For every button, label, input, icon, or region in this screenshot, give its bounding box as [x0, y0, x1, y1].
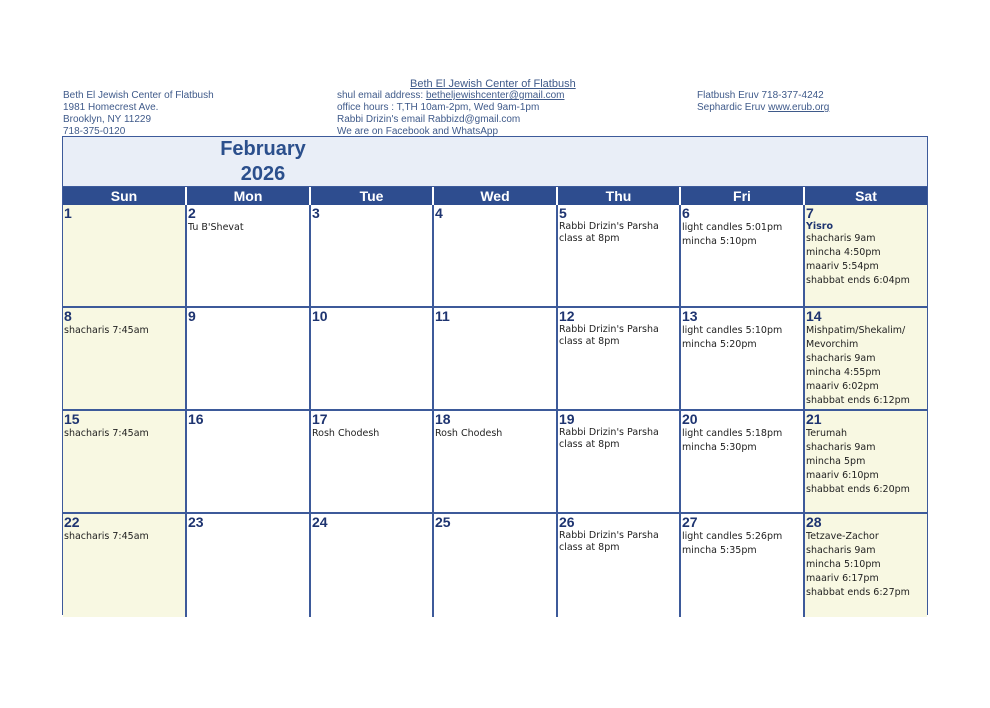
event-text: maariv 5:54pm	[806, 261, 879, 272]
city-state-zip: Brooklyn, NY 11229	[63, 114, 152, 125]
calendar	[62, 136, 928, 615]
day-cell[interactable]	[558, 205, 681, 308]
day-cell[interactable]	[187, 205, 311, 308]
day-number: 20	[682, 411, 698, 427]
day-cell[interactable]	[681, 205, 805, 308]
month-name: February	[220, 138, 306, 160]
dow-sat: Sat	[805, 187, 927, 205]
day-number: 26	[559, 514, 575, 530]
event-text: class at 8pm	[559, 541, 620, 553]
event-text: Terumah	[806, 428, 848, 439]
day-cell[interactable]	[434, 205, 558, 308]
eruv-phone: Flatbush Eruv 718-377-4242	[697, 90, 824, 101]
day-number: 18	[435, 411, 451, 427]
event-text: mincha 5:10pm	[682, 236, 757, 247]
rabbi-email: Rabbi Drizin's email Rabbizd@gmail.com	[337, 114, 521, 125]
event-text: light candles 5:18pm	[682, 428, 783, 439]
day-number: 21	[806, 411, 822, 427]
day-cell[interactable]	[805, 205, 927, 308]
calendar-weeks	[63, 205, 927, 617]
day-number: 22	[64, 514, 80, 530]
day-cell[interactable]	[63, 205, 187, 308]
event-text: maariv 6:02pm	[806, 381, 879, 392]
day-cell[interactable]	[187, 411, 311, 514]
event-text: Rabbi Drizin's Parsha	[559, 530, 659, 541]
dow-mon: Mon	[187, 187, 311, 205]
day-number: 10	[312, 308, 328, 324]
dow-fri: Fri	[681, 187, 805, 205]
day-cell[interactable]	[63, 308, 187, 411]
dow-tue: Tue	[311, 187, 434, 205]
event-text: Rabbi Drizin's Parsha	[559, 427, 659, 438]
day-number: 28	[806, 514, 822, 530]
event-text: mincha 5:10pm	[806, 559, 881, 570]
dow-thu: Thu	[558, 187, 681, 205]
event-text: light candles 5:10pm	[682, 325, 783, 336]
dow-sun: Sun	[63, 187, 187, 205]
email-line	[337, 90, 564, 102]
phone-number: 718-375-0120	[63, 126, 126, 137]
event-text: Rosh Chodesh	[312, 428, 380, 439]
header-center-title[interactable]: Beth El Jewish Center of Flatbush	[410, 78, 576, 90]
event-text: Tu B'Shevat	[188, 222, 244, 233]
event-text: mincha 5:20pm	[682, 339, 757, 350]
event-text: mincha 5:35pm	[682, 545, 757, 556]
day-cell[interactable]	[311, 514, 434, 617]
day-number: 13	[682, 308, 698, 324]
event-text: mincha 5pm	[806, 456, 866, 467]
day-number: 2	[188, 205, 196, 221]
event-text: shabbat ends 6:04pm	[806, 275, 910, 286]
day-number: 11	[435, 308, 450, 324]
header-center-info	[337, 90, 564, 138]
calendar-week	[63, 411, 927, 514]
event-text: maariv 6:10pm	[806, 470, 879, 481]
parsha-name: Yisro	[806, 221, 834, 232]
event-text: shacharis 9am	[806, 353, 876, 364]
event-text: Mevorchim	[806, 339, 859, 350]
org-name: Beth El Jewish Center of Flatbush	[63, 90, 214, 101]
day-cell[interactable]	[681, 308, 805, 411]
month-year: 2026	[240, 163, 286, 185]
day-cell[interactable]	[187, 514, 311, 617]
event-text: light candles 5:26pm	[682, 531, 783, 542]
event-text: shacharis 7:45am	[64, 531, 149, 542]
day-number: 23	[188, 514, 204, 530]
day-cell[interactable]	[311, 308, 434, 411]
days-of-week-header	[63, 187, 927, 205]
day-cell[interactable]	[311, 205, 434, 308]
event-text: shacharis 7:45am	[64, 325, 149, 336]
day-number: 4	[435, 205, 443, 221]
event-text: mincha 4:55pm	[806, 367, 881, 378]
day-number: 24	[312, 514, 328, 530]
sephardic-eruv-line	[697, 102, 829, 114]
event-text: class at 8pm	[559, 335, 620, 347]
day-cell[interactable]	[434, 308, 558, 411]
event-text: mincha 5:30pm	[682, 442, 757, 453]
eruv-website-link[interactable]: www.erub.org	[768, 102, 830, 113]
day-cell[interactable]	[558, 411, 681, 514]
event-text: Mishpatim/Shekalim/	[806, 325, 906, 336]
event-text: shacharis 7:45am	[64, 428, 149, 439]
header-right-info	[697, 90, 829, 114]
day-number: 17	[312, 411, 328, 427]
day-number: 27	[682, 514, 698, 530]
day-cell[interactable]	[558, 514, 681, 617]
event-text: Tetzave-Zachor	[806, 531, 879, 542]
month-title	[205, 137, 321, 187]
event-text: shacharis 9am	[806, 442, 876, 453]
day-number: 16	[188, 411, 204, 427]
day-number: 14	[806, 308, 822, 324]
day-number: 3	[312, 205, 320, 221]
social-note: We are on Facebook and WhatsApp	[337, 126, 499, 137]
day-number: 19	[559, 411, 575, 427]
event-text: Rosh Chodesh	[435, 428, 503, 439]
office-hours: office hours : T,TH 10am-2pm, Wed 9am-1pm	[337, 102, 540, 113]
calendar-title-band	[63, 137, 927, 187]
day-cell[interactable]	[805, 514, 927, 617]
calendar-week	[63, 514, 927, 617]
event-text: light candles 5:01pm	[682, 222, 783, 233]
dow-wed: Wed	[434, 187, 558, 205]
day-cell[interactable]	[434, 411, 558, 514]
header-left-info	[63, 90, 214, 138]
event-text: shacharis 9am	[806, 545, 876, 556]
day-cell[interactable]	[63, 514, 187, 617]
day-cell[interactable]	[187, 308, 311, 411]
day-number: 7	[806, 205, 814, 221]
calendar-week	[63, 205, 927, 308]
day-cell[interactable]	[311, 411, 434, 514]
day-number: 5	[559, 205, 567, 221]
day-number: 9	[188, 308, 196, 324]
day-number: 25	[435, 514, 451, 530]
day-cell[interactable]	[681, 411, 805, 514]
day-cell[interactable]	[681, 514, 805, 617]
event-text: class at 8pm	[559, 232, 620, 244]
event-text: shabbat ends 6:20pm	[806, 484, 910, 495]
day-number: 8	[64, 308, 72, 324]
event-text: shabbat ends 6:12pm	[806, 395, 910, 406]
day-number: 12	[559, 308, 575, 324]
day-cell[interactable]	[805, 308, 927, 411]
street-address: 1981 Homecrest Ave.	[63, 102, 159, 113]
event-text: shacharis 9am	[806, 233, 876, 244]
sephardic-eruv-label: Sephardic Eruv	[697, 102, 769, 113]
day-number: 1	[64, 205, 72, 221]
day-cell[interactable]	[558, 308, 681, 411]
event-text: mincha 4:50pm	[806, 247, 881, 258]
event-text: Rabbi Drizin's Parsha	[559, 221, 659, 232]
day-number: 6	[682, 205, 690, 221]
day-cell[interactable]	[805, 411, 927, 514]
event-text: shabbat ends 6:27pm	[806, 587, 910, 598]
email-link[interactable]: betheljewishcenter@gmail.com	[425, 90, 565, 101]
day-number: 15	[64, 411, 80, 427]
day-cell[interactable]	[434, 514, 558, 617]
calendar-week	[63, 308, 927, 411]
event-text: class at 8pm	[559, 438, 620, 450]
event-text: Rabbi Drizin's Parsha	[559, 324, 659, 335]
event-text: maariv 6:17pm	[806, 573, 879, 584]
day-cell[interactable]	[63, 411, 187, 514]
email-label: shul email address:	[337, 90, 426, 101]
